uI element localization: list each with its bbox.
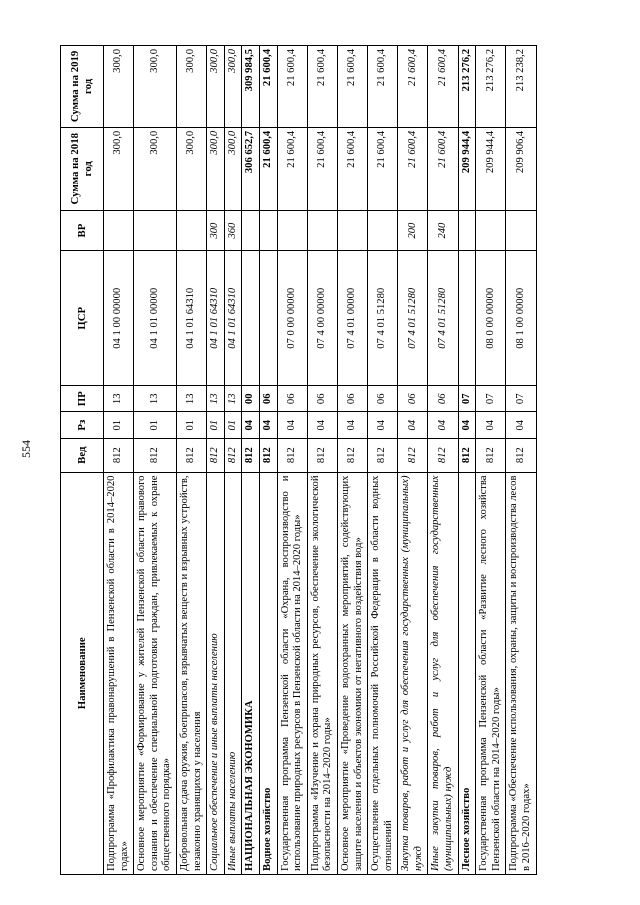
cell-name: Водное хозяйство — [259, 472, 277, 874]
cell-sum-2019: 300,0 — [224, 46, 242, 128]
table-row — [337, 46, 367, 875]
cell-vr: 240 — [428, 210, 458, 251]
cell-csr: 04 1 01 64310 — [176, 251, 206, 386]
cell-ved: 812 — [224, 438, 242, 472]
cell-pr: 06 — [259, 386, 277, 412]
cell-ved: 812 — [176, 438, 206, 472]
cell-sum-2018: 21 600,4 — [337, 127, 367, 210]
cell-rz: 04 — [242, 412, 260, 438]
cell-sum-2019: 21 600,4 — [398, 46, 428, 128]
cell-csr: 07 4 00 00000 — [307, 251, 337, 386]
cell-sum-2018: 300,0 — [224, 127, 242, 210]
cell-sum-2018: 21 600,4 — [277, 127, 307, 210]
cell-name: Подпрограмма «Изучение и охрана природных ресурсов, обеспечение экологической безопасности на 2014–2020 годы» — [307, 472, 337, 874]
cell-sum-2018: 300,0 — [176, 127, 206, 210]
cell-vr — [176, 210, 206, 251]
table-row — [134, 46, 177, 875]
cell-vr — [506, 210, 536, 251]
cell-name: Государственная программа Пензенской области «Развитие лесного хозяйства Пензенской области на 2014–2020 годы» — [476, 472, 506, 874]
cell-sum-2019: 300,0 — [104, 46, 134, 128]
cell-sum-2018: 21 600,4 — [259, 127, 277, 210]
cell-name: Лесное хозяйство — [458, 472, 476, 874]
page-number: 554 — [19, 440, 33, 458]
header-rz: Рз — [61, 412, 104, 438]
cell-ved: 812 — [307, 438, 337, 472]
header-pr: ПР — [61, 386, 104, 412]
cell-vr — [259, 210, 277, 251]
cell-rz: 04 — [259, 412, 277, 438]
cell-sum-2018: 300,0 — [134, 127, 177, 210]
cell-name: НАЦИОНАЛЬНАЯ ЭКОНОМИКА — [242, 472, 260, 874]
cell-sum-2018: 300,0 — [207, 127, 225, 210]
cell-ved: 812 — [134, 438, 177, 472]
cell-rz: 04 — [506, 412, 536, 438]
cell-sum-2019: 213 276,2 — [458, 46, 476, 128]
table-row — [207, 46, 225, 875]
table-row — [368, 46, 398, 875]
cell-ved: 812 — [458, 438, 476, 472]
cell-csr — [259, 251, 277, 386]
table-row — [506, 46, 536, 875]
cell-sum-2018: 306 652,7 — [242, 127, 260, 210]
table-row — [476, 46, 506, 875]
cell-ved: 812 — [277, 438, 307, 472]
table-sheet — [60, 45, 605, 875]
cell-vr — [368, 210, 398, 251]
cell-csr: 04 1 00 00000 — [104, 251, 134, 386]
cell-pr: 13 — [134, 386, 177, 412]
cell-rz: 01 — [176, 412, 206, 438]
cell-ved: 812 — [259, 438, 277, 472]
cell-ved: 812 — [104, 438, 134, 472]
cell-rz: 01 — [134, 412, 177, 438]
cell-vr — [242, 210, 260, 251]
cell-name: Закупка товаров, работ и услуг для обеспечения государственных (муниципальных) нужд — [398, 472, 428, 874]
cell-vr: 300 — [207, 210, 225, 251]
cell-vr: 360 — [224, 210, 242, 251]
cell-csr: 08 0 00 00000 — [476, 251, 506, 386]
cell-name: Иные закупки товаров, работ и услуг для обеспечения государственных (муниципальных) нужд — [428, 472, 458, 874]
table-row — [458, 46, 476, 875]
cell-sum-2019: 300,0 — [207, 46, 225, 128]
table-row — [104, 46, 134, 875]
cell-pr: 06 — [368, 386, 398, 412]
cell-ved: 812 — [337, 438, 367, 472]
cell-csr: 04 1 01 64310 — [224, 251, 242, 386]
cell-pr: 07 — [458, 386, 476, 412]
cell-name: Основное мероприятие «Формирование у жителей Пензенской области правового сознания и обеспечение специальной подготовки граждан, привлекаемых к охране общественного порядка» — [134, 472, 177, 874]
cell-ved: 812 — [476, 438, 506, 472]
cell-sum-2019: 21 600,4 — [428, 46, 458, 128]
cell-sum-2018: 209 944,4 — [476, 127, 506, 210]
cell-vr — [104, 210, 134, 251]
table-body — [104, 46, 537, 875]
cell-pr: 13 — [207, 386, 225, 412]
cell-rz: 04 — [476, 412, 506, 438]
cell-ved: 812 — [242, 438, 260, 472]
cell-name: Государственная программа Пензенской области «Охрана, воспроизводство и использование природных ресурсов в Пензенской области на 2014–2020 годы» — [277, 472, 307, 874]
header-csr: ЦСР — [61, 251, 104, 386]
cell-ved: 812 — [428, 438, 458, 472]
cell-sum-2018: 300,0 — [104, 127, 134, 210]
cell-vr — [134, 210, 177, 251]
header-ved: Вед — [61, 438, 104, 472]
cell-rz: 04 — [368, 412, 398, 438]
rotated-page — [60, 45, 605, 875]
cell-csr: 04 1 01 00000 — [134, 251, 177, 386]
cell-name: Подпрограмма «Профилактика правонарушений в Пензенской области в 2014–2020 годах» — [104, 472, 134, 874]
table-header-row — [61, 46, 104, 875]
cell-sum-2018: 21 600,4 — [428, 127, 458, 210]
cell-csr — [458, 251, 476, 386]
cell-csr: 07 4 01 00000 — [337, 251, 367, 386]
table-row — [428, 46, 458, 875]
cell-name: Иные выплаты населению — [224, 472, 242, 874]
header-name: Наименование — [61, 472, 104, 874]
table-row — [242, 46, 260, 875]
cell-csr: 07 4 01 51280 — [368, 251, 398, 386]
cell-sum-2019: 21 600,4 — [307, 46, 337, 128]
cell-rz: 01 — [207, 412, 225, 438]
cell-name: Подпрограмма «Обеспечение использования, охраны, защиты и воспроизводства лесов в 2016–2020 годах» — [506, 472, 536, 874]
cell-name: Добровольная сдача оружия, боеприпасов, взрывчатых веществ и взрывных устройств, незаконно хранящихся у населения — [176, 472, 206, 874]
cell-csr — [242, 251, 260, 386]
cell-vr — [277, 210, 307, 251]
cell-rz: 04 — [398, 412, 428, 438]
table-row — [224, 46, 242, 875]
cell-csr: 08 1 00 00000 — [506, 251, 536, 386]
cell-name: Основное мероприятие «Проведение водоохранных мероприятий, содействующих защите населения и объектов экономики от негативного воздействия вод» — [337, 472, 367, 874]
cell-vr — [337, 210, 367, 251]
cell-pr: 13 — [224, 386, 242, 412]
cell-sum-2019: 300,0 — [176, 46, 206, 128]
cell-pr: 00 — [242, 386, 260, 412]
cell-name: Осуществление отдельных полномочий Российской Федерации в области водных отношений — [368, 472, 398, 874]
table-row — [307, 46, 337, 875]
cell-csr: 07 4 01 51280 — [398, 251, 428, 386]
cell-csr: 07 0 00 00000 — [277, 251, 307, 386]
cell-pr: 06 — [277, 386, 307, 412]
cell-pr: 06 — [398, 386, 428, 412]
cell-rz: 04 — [428, 412, 458, 438]
cell-sum-2019: 21 600,4 — [277, 46, 307, 128]
budget-table — [60, 45, 537, 875]
cell-sum-2019: 309 984,5 — [242, 46, 260, 128]
table-row — [277, 46, 307, 875]
header-vr: ВР — [61, 210, 104, 251]
cell-pr: 13 — [176, 386, 206, 412]
cell-pr: 06 — [337, 386, 367, 412]
table-row — [259, 46, 277, 875]
cell-csr: 04 1 01 64310 — [207, 251, 225, 386]
cell-vr — [458, 210, 476, 251]
cell-rz: 01 — [224, 412, 242, 438]
cell-sum-2019: 213 276,2 — [476, 46, 506, 128]
header-sum-2019: Сумма на 2019 год — [61, 46, 104, 128]
table-row — [398, 46, 428, 875]
cell-sum-2019: 21 600,4 — [259, 46, 277, 128]
cell-sum-2018: 209 906,4 — [506, 127, 536, 210]
header-sum-2018: Сумма на 2018 год — [61, 127, 104, 210]
cell-ved: 812 — [207, 438, 225, 472]
cell-name: Социальное обеспечение и иные выплаты населению — [207, 472, 225, 874]
cell-csr: 07 4 01 51280 — [428, 251, 458, 386]
cell-sum-2019: 21 600,4 — [337, 46, 367, 128]
cell-rz: 04 — [337, 412, 367, 438]
cell-vr: 200 — [398, 210, 428, 251]
cell-rz: 04 — [307, 412, 337, 438]
cell-sum-2018: 21 600,4 — [368, 127, 398, 210]
cell-ved: 812 — [506, 438, 536, 472]
cell-pr: 06 — [307, 386, 337, 412]
cell-vr — [307, 210, 337, 251]
table-row — [176, 46, 206, 875]
cell-sum-2018: 209 944,4 — [458, 127, 476, 210]
cell-pr: 06 — [428, 386, 458, 412]
cell-vr — [476, 210, 506, 251]
cell-sum-2019: 213 238,2 — [506, 46, 536, 128]
cell-ved: 812 — [398, 438, 428, 472]
cell-rz: 01 — [104, 412, 134, 438]
cell-pr: 07 — [476, 386, 506, 412]
cell-pr: 13 — [104, 386, 134, 412]
cell-sum-2018: 21 600,4 — [398, 127, 428, 210]
cell-rz: 04 — [277, 412, 307, 438]
cell-sum-2019: 300,0 — [134, 46, 177, 128]
cell-pr: 07 — [506, 386, 536, 412]
cell-rz: 04 — [458, 412, 476, 438]
cell-sum-2018: 21 600,4 — [307, 127, 337, 210]
cell-sum-2019: 21 600,4 — [368, 46, 398, 128]
cell-ved: 812 — [368, 438, 398, 472]
